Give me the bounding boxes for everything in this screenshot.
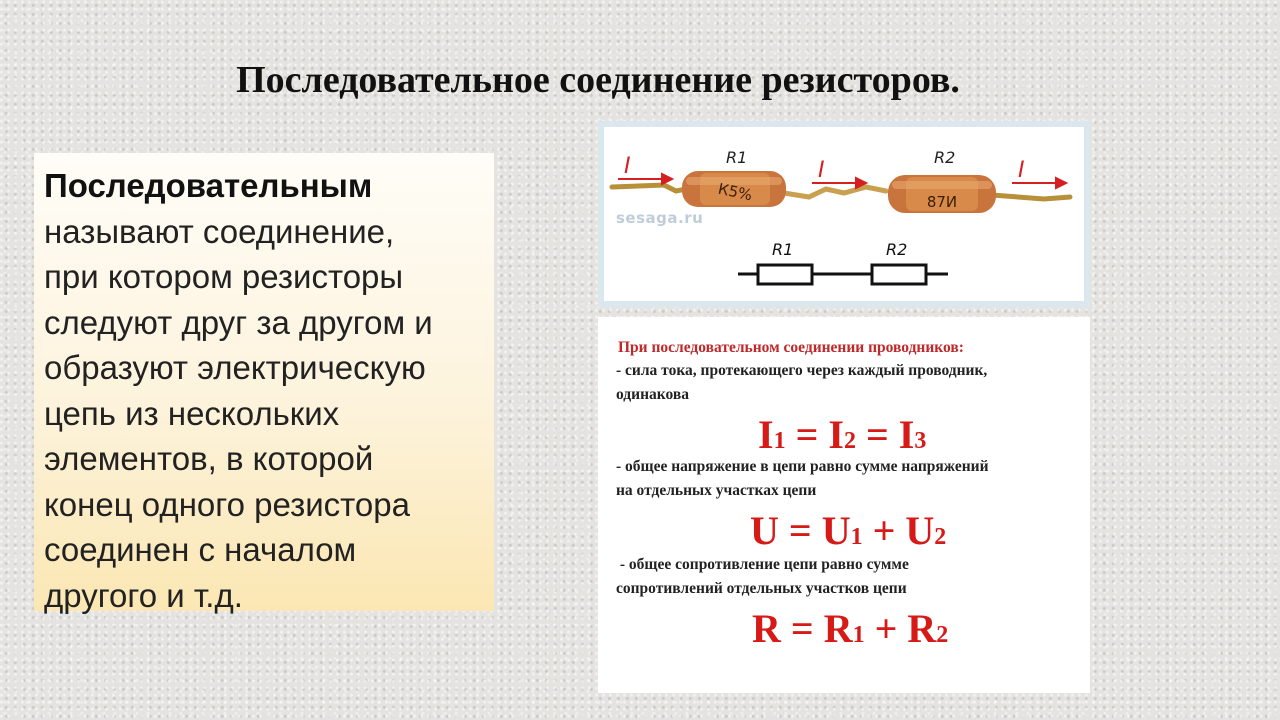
current-label-left: I — [624, 154, 631, 179]
current-label-right: I — [1018, 158, 1025, 183]
voltage-rule-text — [616, 455, 989, 503]
definition-line: следуют друг за другом и — [44, 303, 433, 341]
definition-line: называют соединение, — [44, 212, 395, 250]
r1-label: R1 — [726, 148, 748, 167]
formula-panel — [598, 317, 1090, 693]
definition-line: другого и т.д. — [44, 576, 243, 614]
resistance-rule-line: сопротивлений отдельных участков цепи — [616, 580, 907, 597]
resistor-r2 — [888, 175, 996, 213]
definition-lead: Последовательным — [44, 167, 373, 204]
current-label-middle: I — [818, 158, 825, 183]
definition-text — [44, 163, 494, 618]
resistance-rule-line: - общее сопротивление цепи равно сумме — [616, 556, 909, 573]
resistor-photo-panel — [598, 121, 1090, 307]
definition-line: конец одного резистора — [44, 485, 410, 523]
watermark-text: sesaga.ru — [616, 209, 704, 227]
definition-line: цепь из нескольких — [44, 394, 340, 432]
schematic-diagram — [738, 240, 948, 284]
current-formula: I1 = I2 = I3 — [758, 412, 927, 457]
resistor-r1 — [682, 171, 786, 207]
resistor-photo — [604, 127, 1084, 301]
r2-marking: 87И — [926, 193, 958, 211]
voltage-rule-line: на отдельных участках цепи — [616, 482, 817, 499]
voltage-rule-line: - общее напряжение в цепи равно сумме напряжений — [616, 458, 989, 475]
resistor-illustration — [604, 127, 1084, 301]
current-rule-text — [616, 359, 987, 407]
definition-line: соединен с началом — [44, 531, 357, 568]
resistance-formula: R = R1 + R2 — [752, 606, 949, 651]
r2-label: R2 — [934, 148, 956, 167]
definition-box — [34, 153, 494, 614]
schematic-r1-label: R1 — [772, 240, 794, 259]
voltage-formula: U = U1 + U2 — [750, 508, 947, 553]
resistance-rule-text — [616, 553, 909, 601]
definition-line: образуют электрическую — [44, 349, 426, 386]
definition-line: элементов, в которой — [44, 440, 374, 477]
current-rule-line: одинакова — [616, 386, 689, 403]
r1-marking: К5% — [716, 179, 754, 205]
schematic-r2-label: R2 — [886, 240, 908, 259]
slide-title: Последовательное соединение резисторов. — [236, 59, 960, 101]
definition-line: при котором резисторы — [44, 258, 404, 295]
rules-heading: При последовательном соединении проводников: — [618, 339, 964, 356]
current-rule-line: - сила тока, протекающего через каждый проводник, — [616, 362, 988, 379]
